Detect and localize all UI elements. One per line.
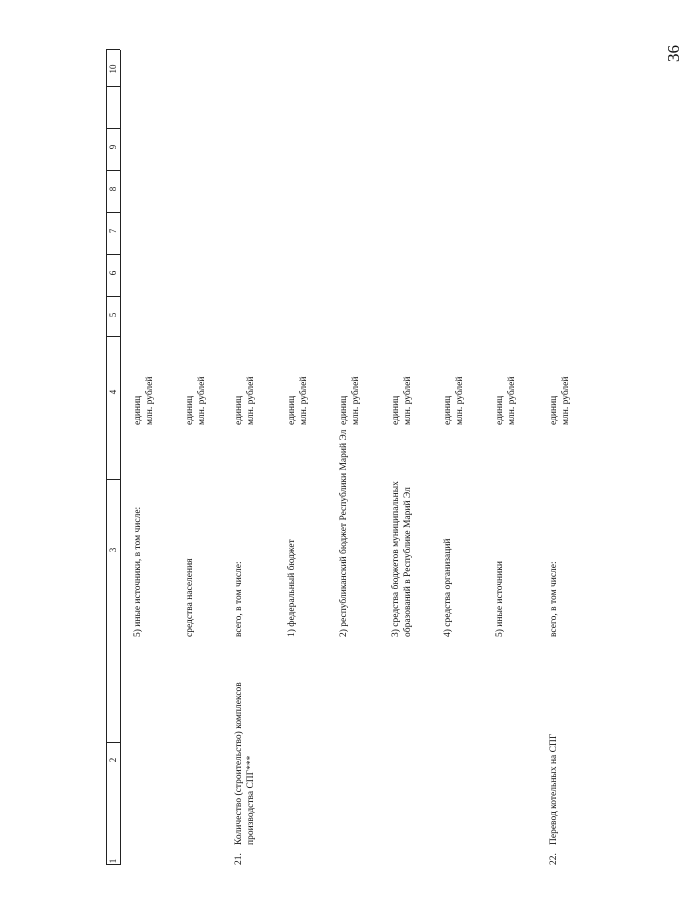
row-9-unit2: млн. рублей bbox=[561, 376, 571, 425]
header-col-8: 8 bbox=[108, 186, 118, 192]
row-5-unit1: единиц bbox=[339, 395, 349, 425]
header-col-2: 2 bbox=[108, 757, 118, 763]
row-3-name: Количество (строительство) комплексов производства СПГ*** bbox=[234, 682, 256, 845]
row-4-source: 1) федеральный бюджет bbox=[287, 539, 297, 637]
row-8-unit2: млн. рублей bbox=[507, 376, 517, 425]
row-1-unit1: единиц bbox=[133, 395, 143, 425]
row-2-source: средства населения bbox=[185, 558, 195, 637]
row-1-unit2: млн. рублей bbox=[145, 376, 155, 425]
row-4-unit1: единиц bbox=[287, 395, 297, 425]
row-2-unit1: единиц bbox=[185, 395, 195, 425]
row-9-no: 22. bbox=[549, 853, 559, 865]
row-3-unit1: единиц bbox=[234, 395, 244, 425]
row-6-unit1: единиц bbox=[391, 395, 401, 425]
row-8-source: 5) иные источники bbox=[495, 561, 505, 637]
row-4-unit2: млн. рублей bbox=[299, 376, 309, 425]
header-col-7: 7 bbox=[108, 228, 118, 234]
row-3-unit2: млн. рублей bbox=[246, 376, 256, 425]
row-9-name: Перевод котельных на СПГ bbox=[549, 733, 559, 845]
row-3-source: всего, в том числе: bbox=[234, 561, 244, 637]
row-6-source: 3) средства бюджетов муниципальных образований в Республике Марий Эл bbox=[391, 481, 413, 637]
row-1-source: 5) иные источники, в том числе: bbox=[133, 506, 143, 637]
header-col-4: 4 bbox=[108, 389, 118, 395]
header-col-9: 9 bbox=[108, 144, 118, 150]
row-3-no: 21. bbox=[234, 853, 244, 865]
row-9-unit1: единиц bbox=[549, 395, 559, 425]
row-7-source: 4) средства организаций bbox=[443, 538, 453, 637]
page-number: 36 bbox=[664, 45, 683, 62]
header-col-6: 6 bbox=[108, 270, 118, 276]
header-col-3: 3 bbox=[108, 547, 118, 553]
row-7-unit2: млн. рублей bbox=[455, 376, 465, 425]
row-5-unit2: млн. рублей bbox=[351, 376, 361, 425]
row-9-source: всего, в том числе: bbox=[549, 561, 559, 637]
header-col-10: 10 bbox=[108, 64, 118, 74]
header-col-5: 5 bbox=[108, 312, 118, 318]
row-8-unit1: единиц bbox=[495, 395, 505, 425]
row-2-unit2: млн. рублей bbox=[197, 376, 207, 425]
row-5-source: 2) республиканский бюджет Республики Марий Эл bbox=[339, 429, 349, 637]
header-col-1: 1 bbox=[108, 858, 118, 864]
row-7-unit1: единиц bbox=[443, 395, 453, 425]
row-6-unit2: млн. рублей bbox=[403, 376, 413, 425]
